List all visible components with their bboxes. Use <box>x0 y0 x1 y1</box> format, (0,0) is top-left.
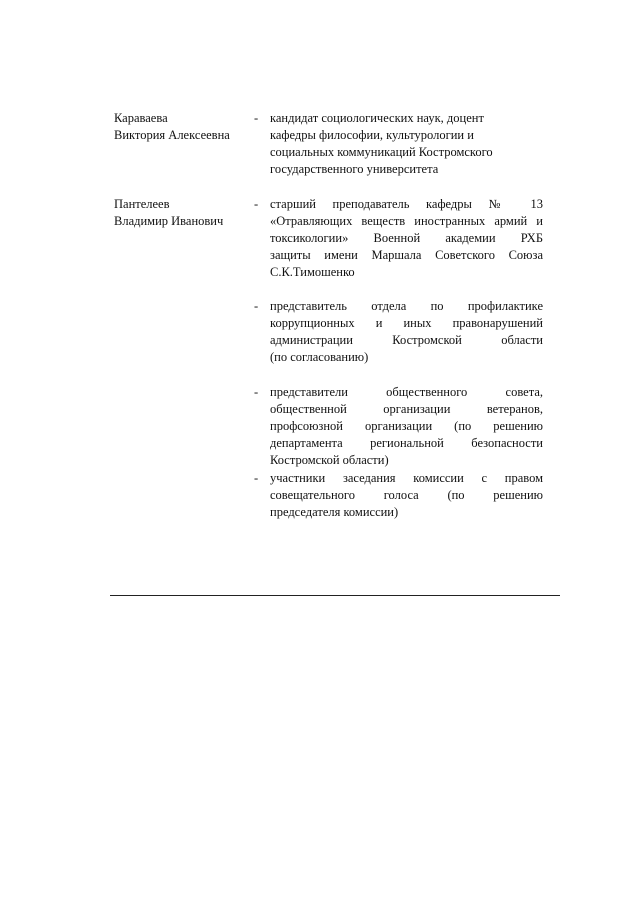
desc-line: кандидат социологических наук, доцент <box>270 111 484 125</box>
desc-line: коррупционных и иных правонарушений <box>270 316 543 330</box>
member-name <box>114 110 254 144</box>
member-name <box>114 196 254 230</box>
member-description <box>270 470 543 521</box>
desc-line: департамента региональной безопасности <box>270 436 543 450</box>
desc-line: Костромской области) <box>270 453 389 467</box>
desc-line: участники заседания комиссии с правом <box>270 471 543 485</box>
desc-line: кафедры философии, культурологии и <box>270 128 474 142</box>
member-description <box>270 110 543 178</box>
desc-line: (по согласованию) <box>270 350 369 364</box>
name-line: Караваева <box>114 111 168 125</box>
horizontal-rule <box>110 595 560 596</box>
desc-line: председателя комиссии) <box>270 505 399 519</box>
dash-separator: - <box>254 197 259 211</box>
name-line: Владимир Иванович <box>114 214 224 228</box>
desc-line: общественной организации ветеранов, <box>270 402 543 416</box>
desc-line: государственного университета <box>270 162 439 176</box>
desc-line: представители общественного совета, <box>270 385 543 399</box>
dash-separator: - <box>254 299 259 313</box>
name-line: Виктория Алексеевна <box>114 128 230 142</box>
desc-line: «Отравляющих веществ иностранных армий и <box>270 214 543 228</box>
desc-line: старший преподаватель кафедры № 13 <box>270 197 543 211</box>
desc-line: администрации Костромской области <box>270 333 543 347</box>
member-description <box>270 298 543 366</box>
member-description <box>270 384 543 469</box>
dash-separator: - <box>254 111 259 125</box>
name-line: Пантелеев <box>114 197 170 211</box>
dash-separator: - <box>254 385 259 399</box>
desc-line: социальных коммуникаций Костромского <box>270 145 493 159</box>
desc-line: совещательного голоса (по решению <box>270 488 543 502</box>
member-description <box>270 196 543 281</box>
desc-line: представитель отдела по профилактике <box>270 299 543 313</box>
desc-line: профсоюзной организации (по решению <box>270 419 543 433</box>
desc-line: токсикологии» Военной академии РХБ <box>270 231 543 245</box>
desc-line: защиты имени Маршала Советского Союза <box>270 248 543 262</box>
dash-separator: - <box>254 471 259 485</box>
desc-line: С.К.Тимошенко <box>270 265 355 279</box>
